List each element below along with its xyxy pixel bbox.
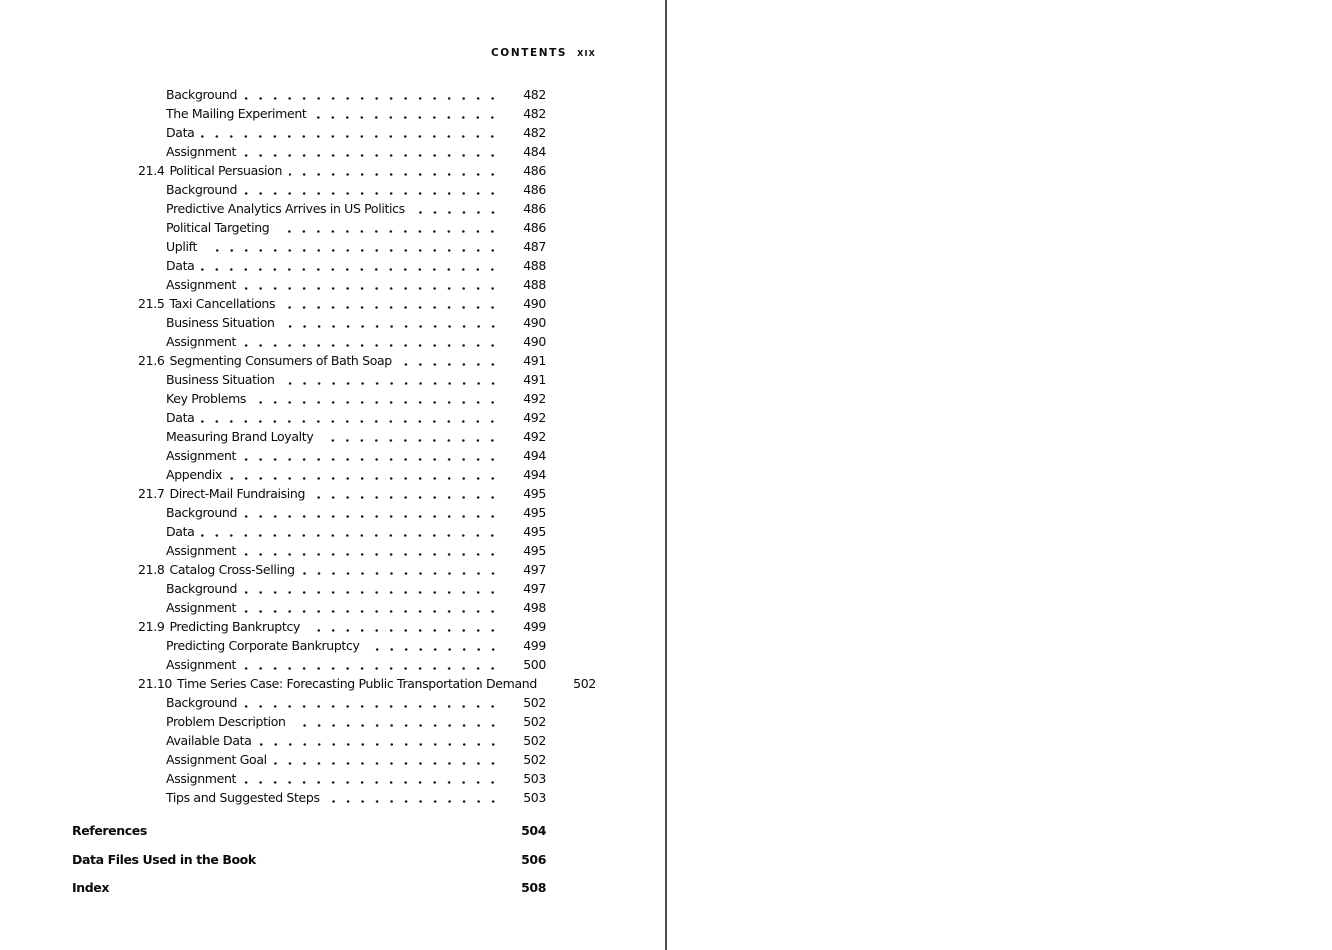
toc-entry-label: Assignment <box>166 277 237 292</box>
dot-leader <box>201 123 500 142</box>
toc-sub-entry <box>138 256 546 275</box>
toc-entry-page: 488 <box>523 277 546 292</box>
toc-entry-label: Background <box>166 581 238 596</box>
toc-entry-number: 21.9 <box>138 619 165 634</box>
toc-entry-page: 488 <box>523 258 546 273</box>
toc-entry-page: 503 <box>523 771 546 786</box>
toc-entry-label: Data <box>166 125 195 140</box>
toc-entry-label: Assignment <box>166 657 237 672</box>
dot-leader <box>313 104 500 123</box>
dot-leader <box>244 180 500 199</box>
dot-leader <box>244 85 500 104</box>
toc-entry-label: Uplift <box>166 239 198 254</box>
toc-entry-page: 492 <box>523 391 546 406</box>
toc-sub-entry <box>138 503 546 522</box>
toc-entry-page: 492 <box>523 410 546 425</box>
toc-sub-entry <box>138 199 546 218</box>
toc-entry-page: 502 <box>523 733 546 748</box>
toc-entry-label: Assignment Goal <box>166 752 267 767</box>
dot-leader <box>289 161 500 180</box>
toc-entry-page: 502 <box>523 714 546 729</box>
toc-entry-label: Measuring Brand Loyalty <box>166 429 314 444</box>
toc-section-entry <box>138 351 546 370</box>
toc-section-entry <box>138 484 546 503</box>
toc-sub-entry <box>138 788 546 807</box>
backmatter-entry <box>72 879 546 908</box>
toc-entry-page: 500 <box>523 657 546 672</box>
toc-entry-label: The Mailing Experiment <box>166 106 307 121</box>
toc-section-entry <box>138 674 596 693</box>
toc-section-entry <box>138 560 546 579</box>
toc-entry-page: 502 <box>523 695 546 710</box>
toc-sub-entry <box>138 598 546 617</box>
toc-sub-entry <box>138 332 546 351</box>
toc-entry-label: Predictive Analytics Arrives in US Politics <box>166 201 405 216</box>
toc-entry-page: 482 <box>523 106 546 121</box>
dot-leader <box>399 351 500 370</box>
toc-entry-label: Key Problems <box>166 391 247 406</box>
dot-leader <box>302 560 500 579</box>
toc-entry-page: 486 <box>523 163 546 178</box>
dot-leader <box>307 617 500 636</box>
toc-entry-label: Predicting Bankruptcy <box>169 619 301 634</box>
toc-entry-page: 487 <box>523 239 546 254</box>
toc-sub-entry <box>138 313 546 332</box>
toc-sub-entry <box>138 579 546 598</box>
toc-entry-page: 498 <box>523 600 546 615</box>
toc-entry-number: 21.6 <box>138 353 165 368</box>
toc-entry-number: 21.5 <box>138 296 165 311</box>
dot-leader <box>282 294 500 313</box>
toc-entry-number: 21.4 <box>138 163 165 178</box>
dot-leader <box>229 465 500 484</box>
toc-entry-label: Tips and Suggested Steps <box>166 790 320 805</box>
toc-entry-number: 21.8 <box>138 562 165 577</box>
toc-entry-page: 499 <box>523 619 546 634</box>
toc-entry-label: Assignment <box>166 543 237 558</box>
dot-leader <box>327 788 500 807</box>
dot-leader <box>201 408 500 427</box>
toc-sub-entry <box>138 85 546 104</box>
dot-leader <box>244 503 500 522</box>
toc-entry-page: 494 <box>523 448 546 463</box>
toc-entry-page: 482 <box>523 87 546 102</box>
toc-entry-label: Business Situation <box>166 315 275 330</box>
dot-leader <box>282 313 500 332</box>
dot-leader <box>201 522 500 541</box>
toc-entry-label: Predicting Corporate Bankruptcy <box>166 638 360 653</box>
toc-entry-page: 495 <box>523 524 546 539</box>
toc-sub-entry <box>138 104 546 123</box>
toc-entry-page: 495 <box>523 543 546 558</box>
running-header-title: CONTENTS <box>491 47 568 59</box>
dot-leader <box>243 142 500 161</box>
toc-entry-label: Assignment <box>166 144 237 159</box>
backmatter-entry-label: References <box>72 823 147 838</box>
running-header-page-number: xix <box>577 45 596 59</box>
toc-entry-label: Segmenting Consumers of Bath Soap <box>169 353 392 368</box>
toc-entry-label: Data <box>166 410 195 425</box>
toc-entry-label: Data <box>166 258 195 273</box>
toc-entry-page: 490 <box>523 334 546 349</box>
toc-entry-label: Assignment <box>166 448 237 463</box>
toc-entry-page: 495 <box>523 486 546 501</box>
toc-entry-label: Political Persuasion <box>169 163 283 178</box>
toc-sub-entry <box>138 142 546 161</box>
toc-entry-label: Catalog Cross-Selling <box>169 562 295 577</box>
backmatter-entry-label: Data Files Used in the Book <box>72 851 256 867</box>
toc-entry-page: 492 <box>523 429 546 444</box>
dot-leader <box>293 712 500 731</box>
toc-sub-entry <box>138 465 546 484</box>
toc-entry-label: Assignment <box>166 334 237 349</box>
toc-sub-entry <box>138 370 546 389</box>
dot-leader <box>412 199 500 218</box>
toc-entry-page: 497 <box>523 562 546 577</box>
toc-entry-label: Assignment <box>166 600 237 615</box>
blank-page <box>667 0 1332 950</box>
backmatter-entry <box>72 851 546 880</box>
dot-leader <box>259 731 501 750</box>
toc-section-entry <box>138 617 546 636</box>
toc-list <box>138 85 596 807</box>
toc-sub-entry <box>138 275 546 294</box>
toc-entry-label: Time Series Case: Forecasting Public Transportation Demand <box>177 676 537 691</box>
toc-entry-page: 494 <box>523 467 546 482</box>
toc-sub-entry <box>138 389 546 408</box>
backmatter-entry <box>72 822 546 851</box>
dot-leader <box>367 636 500 655</box>
toc-sub-entry <box>138 693 546 712</box>
toc-entry-label: Political Targeting <box>166 220 270 235</box>
toc-entry-page: 486 <box>523 201 546 216</box>
toc-entry-page: 503 <box>523 790 546 805</box>
toc-sub-entry <box>138 237 546 256</box>
dot-leader <box>312 484 500 503</box>
toc-entry-page: 482 <box>523 125 546 140</box>
toc-entry-label: Appendix <box>166 467 223 482</box>
toc-sub-entry <box>138 769 546 788</box>
toc-entry-label: Background <box>166 505 238 520</box>
backmatter-entry-page: 508 <box>521 880 546 895</box>
toc-sub-entry <box>138 218 546 237</box>
toc-entry-label: Assignment <box>166 771 237 786</box>
backmatter-list <box>72 822 546 908</box>
dot-leader <box>243 655 500 674</box>
dot-leader <box>204 237 500 256</box>
dot-leader <box>243 275 500 294</box>
dot-leader <box>244 579 500 598</box>
toc-entry-page: 495 <box>523 505 546 520</box>
toc-entry-label: Background <box>166 182 238 197</box>
toc-sub-entry <box>138 750 546 769</box>
toc-entry-page: 490 <box>523 296 546 311</box>
toc-sub-entry <box>138 180 546 199</box>
toc-entry-page: 490 <box>523 315 546 330</box>
toc-entry-label: Taxi Cancellations <box>169 296 276 311</box>
toc-entry-page: 502 <box>573 676 596 691</box>
dot-leader <box>243 541 500 560</box>
toc-entry-label: Problem Description <box>166 714 286 729</box>
toc-sub-entry <box>138 731 546 750</box>
toc-entry-number: 21.10 <box>138 676 173 691</box>
toc-sub-entry <box>138 427 546 446</box>
toc-entry-page: 491 <box>523 353 546 368</box>
toc-sub-entry <box>138 655 546 674</box>
dot-leader <box>276 218 500 237</box>
toc-sub-entry <box>138 522 546 541</box>
toc-entry-page: 499 <box>523 638 546 653</box>
dot-leader <box>243 598 500 617</box>
backmatter-entry-page: 506 <box>521 851 546 867</box>
toc-entry-page: 484 <box>523 144 546 159</box>
backmatter-entry-page: 504 <box>521 823 546 838</box>
toc-sub-entry <box>138 123 546 142</box>
dot-leader <box>320 427 500 446</box>
toc-section-entry <box>138 161 546 180</box>
dot-leader <box>253 389 500 408</box>
toc-entry-number: 21.7 <box>138 486 165 501</box>
toc-entry-page: 486 <box>523 220 546 235</box>
toc-entry-label: Data <box>166 524 195 539</box>
dot-leader <box>544 674 550 693</box>
toc-sub-entry <box>138 446 546 465</box>
toc-entry-page: 491 <box>523 372 546 387</box>
toc-entry-label: Background <box>166 87 238 102</box>
toc-entry-page: 502 <box>523 752 546 767</box>
toc-sub-entry <box>138 541 546 560</box>
running-header <box>491 45 596 59</box>
toc-entry-label: Business Situation <box>166 372 275 387</box>
dot-leader <box>201 256 500 275</box>
toc-section-entry <box>138 294 546 313</box>
toc-sub-entry <box>138 636 546 655</box>
dot-leader <box>274 750 500 769</box>
toc-sub-entry <box>138 408 546 427</box>
toc-entry-label: Background <box>166 695 238 710</box>
dot-leader <box>243 332 500 351</box>
backmatter-entry-label: Index <box>72 880 110 895</box>
toc-entry-page: 497 <box>523 581 546 596</box>
toc-sub-entry <box>138 712 546 731</box>
dot-leader <box>244 693 500 712</box>
dot-leader <box>243 769 500 788</box>
dot-leader <box>282 370 500 389</box>
toc-entry-page: 486 <box>523 182 546 197</box>
toc-entry-label: Direct-Mail Fundraising <box>169 486 306 501</box>
toc-entry-label: Available Data <box>166 733 252 748</box>
dot-leader <box>243 446 500 465</box>
